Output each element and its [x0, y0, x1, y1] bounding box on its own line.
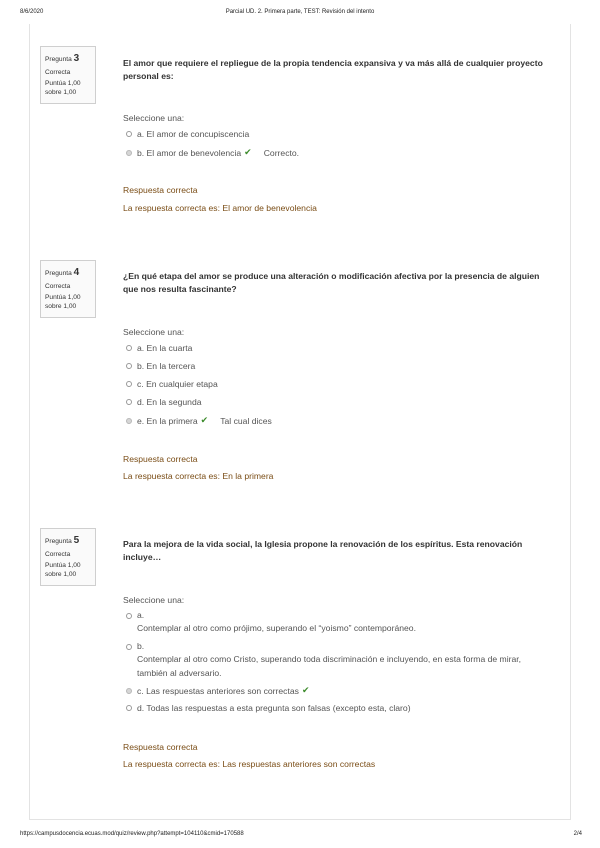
- check-icon: ✔: [244, 147, 252, 157]
- radio-button-selected[interactable]: [126, 688, 132, 694]
- radio-button[interactable]: [126, 363, 132, 369]
- answer-option-b[interactable]: b. En la tercera: [126, 361, 195, 371]
- question-grade: Puntúa 1,00 sobre 1,00: [45, 80, 81, 97]
- content-frame-right: [570, 24, 571, 819]
- answer-option-b[interactable]: b. El amor de benevolencia ✔ Correcto.: [126, 147, 299, 158]
- result-text: Respuesta correcta: [123, 185, 198, 195]
- check-icon: ✔: [301, 685, 310, 695]
- print-page-number: 2/4: [573, 831, 582, 837]
- question-state: Correcta: [45, 68, 71, 76]
- question-number: Pregunta 4: [45, 267, 80, 278]
- radio-button[interactable]: [126, 345, 132, 351]
- print-date: 8/6/2020: [20, 9, 44, 15]
- content-frame-bottom: [29, 819, 571, 820]
- correct-answer-text: La respuesta correcta es: En la primera: [123, 471, 274, 481]
- answer-text: Contemplar al otro como prójimo, superando el “yoismo” contemporáneo.: [137, 623, 416, 634]
- radio-button-selected[interactable]: [126, 150, 132, 156]
- answer-option-d[interactable]: d. En la segunda: [126, 397, 202, 407]
- answer-option-c[interactable]: c. Las respuestas anteriores son correctas ✔: [126, 685, 309, 696]
- answer-option-b[interactable]: b. Contemplar al otro como Cristo, superando toda discriminación e incluyendo, en esta forma de mirar, también al adversario.: [126, 640, 546, 680]
- correct-answer-text: La respuesta correcta es: El amor de benevolencia: [123, 203, 317, 213]
- question-info-4: [40, 260, 96, 318]
- answer-option-c[interactable]: c. En cualquier etapa: [126, 379, 218, 389]
- radio-button[interactable]: [126, 613, 132, 619]
- question-state: Correcta: [45, 550, 71, 558]
- check-icon: ✔: [200, 415, 209, 425]
- content-frame-left: [29, 24, 30, 819]
- answer-prompt: Seleccione una:: [123, 327, 185, 337]
- question-info-5: [40, 528, 96, 586]
- radio-button[interactable]: [126, 705, 132, 711]
- question-grade: Puntúa 1,00 sobre 1,00: [45, 562, 81, 579]
- print-url: https://campusdocencia.ecuas.mod/quiz/review.php?attempt=104110&cmid=170588: [20, 831, 244, 837]
- answer-prompt: Seleccione una:: [123, 595, 185, 605]
- answer-text: Contemplar al otro como Cristo, superando toda discriminación e incluyendo, en esta forma de mirar, también al adversario.: [137, 654, 522, 678]
- radio-button[interactable]: [126, 381, 132, 387]
- answer-prompt: Seleccione una:: [123, 113, 185, 123]
- answer-option-d[interactable]: d. Todas las respuestas a esta pregunta son falsas (excepto esta, claro): [126, 703, 411, 713]
- question-grade: Puntúa 1,00 sobre 1,00: [45, 294, 81, 311]
- question-number: Pregunta 5: [45, 535, 80, 546]
- question-text: Para la mejora de la vida social, la Iglesia propone la renovación de los espíritus. Esta renovación incluye…: [123, 539, 523, 563]
- print-title: Parcial UD. 2. Primera parte, TEST: Revisión del intento: [225, 9, 375, 15]
- radio-button[interactable]: [126, 644, 132, 650]
- question-number: Pregunta 3: [45, 53, 80, 64]
- question-text: El amor que requiere el repliegue de la propia tendencia expansiva y va más allá de cualquier proyecto personal es:: [123, 58, 543, 82]
- correct-answer-text: La respuesta correcta es: Las respuestas anteriores son correctas: [123, 759, 376, 769]
- question-state: Correcta: [45, 282, 71, 290]
- answer-option-a[interactable]: a. En la cuarta: [126, 343, 192, 353]
- radio-button[interactable]: [126, 131, 132, 137]
- question-info-3: [40, 46, 96, 104]
- result-text: Respuesta correcta: [123, 742, 198, 752]
- answer-feedback: Tal cual dices: [220, 415, 272, 426]
- answer-option-e[interactable]: e. En la primera ✔ Tal cual dices: [126, 415, 272, 426]
- answer-option-a[interactable]: a. Contemplar al otro como prójimo, superando el “yoismo” contemporáneo.: [126, 609, 546, 636]
- answer-feedback: Correcto.: [263, 147, 300, 158]
- radio-button-selected[interactable]: [126, 418, 132, 424]
- radio-button[interactable]: [126, 399, 132, 405]
- result-text: Respuesta correcta: [123, 454, 198, 464]
- question-text: ¿En qué etapa del amor se produce una alteración o modificación afectiva por la presencia de alguien que nos resulta fascinante?: [123, 271, 540, 295]
- answer-option-a[interactable]: a. El amor de concupiscencia: [126, 129, 249, 139]
